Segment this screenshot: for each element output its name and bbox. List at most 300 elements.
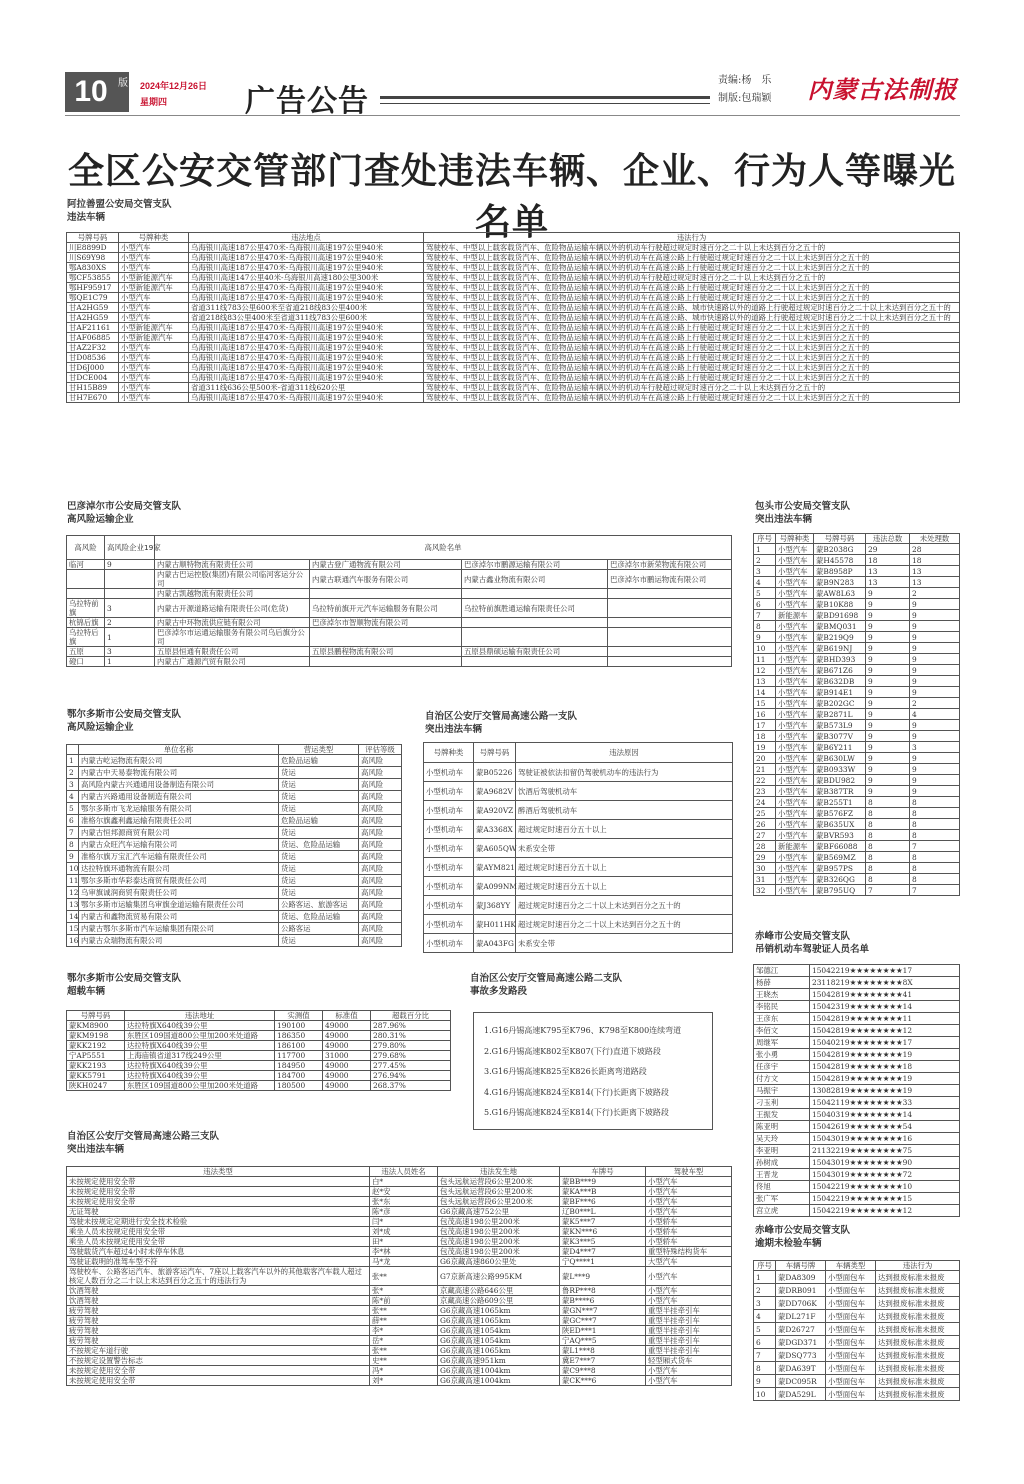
table-cell: 杭锦后旗	[67, 618, 105, 628]
table-cell: 13	[910, 566, 960, 577]
table-cell: 小型汽车	[776, 731, 814, 742]
table-row	[67, 570, 732, 589]
newspaper-logo: 内蒙古法制报	[807, 75, 958, 104]
table-cell: 甘AZ2F32	[67, 343, 119, 353]
table-cell: 驾驶校车、中型以上载客载货汽车、危险物品运输车辆以外的机动车在高速公路上行驶超过规定时速百分之二十以上未达到百分之五十的	[424, 393, 960, 403]
table-cell: 乌海银川高速187公里470米-乌海银川高速197公里940米	[189, 293, 424, 303]
list-item: 3.G16丹锡高速K825至K826长距离弯道路段	[484, 1067, 647, 1076]
table-cell	[608, 618, 732, 628]
col-header: 实测值	[275, 1011, 323, 1021]
alashan-table	[66, 232, 960, 403]
table-cell: 小型汽车	[776, 709, 814, 720]
chifeng-revoked-heading	[755, 930, 869, 956]
col-header: 高风险	[67, 536, 105, 560]
table-cell: 7	[866, 885, 910, 896]
table-cell: 10	[754, 643, 776, 654]
table-cell: 宁Q****1	[560, 1257, 646, 1267]
table-cell: 15042219★★★★★★★★17	[810, 965, 960, 977]
table-cell: 2	[67, 767, 79, 779]
table-cell: 9	[910, 632, 960, 643]
table-cell: 9	[910, 731, 960, 742]
table-cell: 29	[866, 544, 910, 555]
table-cell: 9	[866, 676, 910, 687]
table-cell: 吴天玲	[754, 1133, 810, 1145]
table-row	[67, 599, 732, 618]
table-cell	[608, 628, 732, 647]
table-cell	[608, 599, 732, 618]
table-row	[67, 1227, 732, 1237]
table-row	[67, 923, 402, 935]
table-cell: 驾驶校车、中型以上载客载货汽车、危险物品运输车辆以外的机动车在高速公路上行驶超过规定时速百分之二十以上未达到百分之五十的	[424, 283, 960, 293]
alashan-org: 阿拉善盟公安局交管支队	[67, 199, 172, 210]
table-cell: 9	[910, 643, 960, 654]
table-cell: 小型汽车	[776, 830, 814, 841]
table-cell: 小型轿车	[646, 1227, 732, 1237]
table-cell: 9	[67, 851, 79, 863]
table-cell: 内蒙古广通源汽贸有限公司	[155, 657, 310, 667]
table-cell: 9	[910, 720, 960, 731]
table-cell: 宫立虎	[754, 1205, 810, 1217]
hw1-table	[423, 742, 733, 953]
table-cell: 小型轿车	[646, 1217, 732, 1227]
table-row	[67, 1061, 451, 1071]
hw1-sub: 突出违法车辆	[425, 724, 483, 735]
table-cell: 小型新能源汽车	[119, 323, 189, 333]
table-cell: 14	[67, 911, 79, 923]
table-row	[67, 1346, 732, 1356]
table-cell: 乌海银川高速187公里470米-乌海银川高速197公里940米	[189, 253, 424, 263]
table-cell: 8	[866, 863, 910, 874]
table-row	[424, 896, 733, 915]
table-row	[754, 1362, 960, 1375]
table-cell: 5	[754, 588, 776, 599]
table-cell: 26	[754, 819, 776, 830]
table-cell: 9	[910, 764, 960, 775]
table-cell: 小型汽车	[776, 698, 814, 709]
col-header: 号牌号码	[67, 233, 119, 243]
table-row	[754, 1073, 960, 1085]
table-cell: 高风险	[359, 887, 402, 899]
table-cell: 15	[754, 698, 776, 709]
chifeng-overdue-table	[753, 1260, 960, 1401]
table-row	[67, 1336, 732, 1346]
table-row	[754, 1310, 960, 1323]
table-cell: G6京藏高速1054km	[438, 1326, 560, 1336]
hw3-org: 自治区公安厅交管局高速公路三支队	[67, 1131, 220, 1142]
table-cell: 鄂CF53855	[67, 273, 119, 283]
table-cell: 小型机动车	[424, 801, 474, 820]
table-cell: 蒙B635UX	[814, 819, 866, 830]
table-cell: 15042219★★★★★★★★10	[810, 1181, 960, 1193]
table-cell: 乌海银川高速187公里470米-乌海银川高速197公里940米	[189, 263, 424, 273]
table-cell: 8	[866, 841, 910, 852]
table-cell: 轻型厢式货车	[646, 1356, 732, 1366]
table-row	[754, 874, 960, 885]
table-cell: 甘H15B89	[67, 383, 119, 393]
table-cell: 279.80%	[371, 1041, 451, 1051]
table-cell: 小型机动车	[424, 877, 474, 896]
table-row	[754, 885, 960, 896]
table-row	[67, 628, 732, 647]
table-cell: 鲁RP***8	[560, 1286, 646, 1296]
table-cell: 8	[866, 830, 910, 841]
table-cell: 小型新能源汽车	[119, 333, 189, 343]
table-cell: 宁AP5551	[67, 1051, 125, 1061]
table-row	[67, 303, 960, 313]
table-cell: 任彦宇	[754, 1061, 810, 1073]
table-cell: 鄂HF95917	[67, 283, 119, 293]
table-cell: 陈*彦	[370, 1207, 438, 1217]
table-cell: 3	[754, 1297, 776, 1310]
table-cell: 9	[866, 654, 910, 665]
table-cell: 15043019★★★★★★★★16	[810, 1133, 960, 1145]
table-cell: 包茂高速198公里200米	[438, 1217, 560, 1227]
table-cell: 31	[754, 874, 776, 885]
table-cell: 13	[866, 577, 910, 588]
table-cell: 蒙BHD393	[814, 654, 866, 665]
table-cell: 15042219★★★★★★★★15	[810, 1193, 960, 1205]
table-cell: 9	[910, 775, 960, 786]
table-cell: 蒙B2038G	[814, 544, 866, 555]
table-row	[67, 353, 960, 363]
table-cell: 9	[866, 599, 910, 610]
table-cell: 小型汽车	[119, 343, 189, 353]
table-cell: 驾驶校车、中型以上载客载货汽车、危险物品运输车辆以外的机动车在高速公路上行驶超过规定时速百分之二十以上未达到百分之五十的	[424, 323, 960, 333]
table-cell: 佟旭	[754, 1181, 810, 1193]
table-cell: 8	[910, 863, 960, 874]
table-cell: 蒙BMQ031	[814, 621, 866, 632]
table-cell: 乌海银川高速187公里470米-乌海银川高速197公里940米	[189, 323, 424, 333]
table-cell: 张*东	[370, 1197, 438, 1207]
col-header: 违法原因	[516, 743, 733, 763]
table-cell: 8	[910, 874, 960, 885]
table-cell: 京藏高速公路646公里	[438, 1286, 560, 1296]
table-cell: 高风险内蒙古兴通通用设备制造有限公司	[79, 779, 279, 791]
table-cell: 驾驶校车、中型以上载客载货汽车、危险物品运输车辆以外的机动车在高速公路上行驶超过规定时速百分之二十以上未达到百分之五十的	[424, 373, 960, 383]
table-cell: 小型新能源汽车	[119, 283, 189, 293]
table-cell: 货运	[279, 887, 359, 899]
table-cell: 小型汽车	[776, 566, 814, 577]
table-cell: 王晋龙	[754, 1169, 810, 1181]
table-cell: 内蒙古凯越物流有限责任公司	[155, 589, 310, 599]
table-cell: 蒙KN***6	[560, 1227, 646, 1237]
table-cell: 小型汽车	[776, 555, 814, 566]
page-number: 10	[65, 72, 117, 112]
table-cell: 小型汽车	[646, 1366, 732, 1376]
col-header: 违法人员姓名	[370, 1167, 438, 1177]
table-row	[67, 887, 402, 899]
table-cell: 8	[910, 808, 960, 819]
table-cell: 内蒙古顺特物流有限责任公司	[155, 560, 310, 570]
table-cell: 49000	[323, 1081, 371, 1091]
table-cell: 蒙B576FZ	[814, 808, 866, 819]
table-cell: 驾驶校车、中型以上载客载货汽车、危险物品运输车辆以外的机动车在高速公路上行驶超过规定时速百分之二十以上未达到百分之五十的	[424, 363, 960, 373]
table-cell: 小型汽车	[776, 544, 814, 555]
col-header: 营运类型	[279, 745, 359, 755]
table-cell: 蒙KK5791	[67, 1071, 125, 1081]
table-cell: 乌海银川高速187公里470米-乌海银川高速197公里940米	[189, 363, 424, 373]
table-cell: 公路客运、旅游客运	[279, 899, 359, 911]
table-cell	[608, 647, 732, 657]
table-cell: 货运、危险品运输	[279, 839, 359, 851]
table-row	[67, 657, 732, 667]
table-cell: 高风险	[359, 923, 402, 935]
table-cell: 9	[910, 610, 960, 621]
table-row	[67, 851, 402, 863]
table-row	[754, 1388, 960, 1401]
table-cell	[462, 628, 608, 647]
hw1-heading	[425, 710, 577, 736]
table-cell: 小型汽车	[119, 303, 189, 313]
list-item: 2.G16丹锡高速K802至K807(下行)直道下坡路段	[484, 1046, 661, 1056]
table-cell: 货运	[279, 863, 359, 875]
table-cell: 9	[105, 560, 155, 570]
table-cell: 小型汽车	[776, 621, 814, 632]
table-cell: 9	[866, 610, 910, 621]
table-cell: 15042819★★★★★★★★19	[810, 1073, 960, 1085]
table-cell: 小型汽车	[646, 1207, 732, 1217]
table-cell: 13	[866, 566, 910, 577]
baotou-table	[753, 533, 960, 896]
alashan-heading	[67, 198, 172, 224]
table-row	[754, 687, 960, 698]
table-cell: 超过规定时速百分五十以上	[516, 877, 733, 896]
table-cell: 14	[754, 687, 776, 698]
table-cell: 8	[67, 839, 79, 851]
table-cell: 醉酒后驾驶机动车	[516, 801, 733, 820]
table-cell: 15042819★★★★★★★★18	[810, 1061, 960, 1073]
table-row	[754, 1121, 960, 1133]
table-row	[67, 383, 960, 393]
table-cell: 蒙B05226	[474, 763, 516, 782]
chifeng-revoked-org: 赤峰市公安局交管支队	[755, 931, 851, 942]
table-cell: 刁玉利	[754, 1097, 810, 1109]
table-header	[67, 1011, 451, 1021]
table-row	[754, 665, 960, 676]
table-row	[67, 791, 402, 803]
table-cell: 史**	[370, 1356, 438, 1366]
table-cell: 19	[754, 742, 776, 753]
table-cell: 甘DCE004	[67, 373, 119, 383]
table-cell: 22	[754, 775, 776, 786]
table-cell: 小型面包车	[826, 1271, 876, 1284]
table-cell: 蒙B2871L	[814, 709, 866, 720]
table-cell: 小型汽车	[119, 383, 189, 393]
table-cell: 8	[866, 852, 910, 863]
table-header	[754, 534, 960, 544]
table-row	[67, 1021, 451, 1031]
table-cell: 24	[754, 797, 776, 808]
table-cell: 疲劳驾驶	[67, 1316, 370, 1326]
table-cell: 蒙DGD371	[776, 1336, 826, 1349]
table-cell: 杨薛	[754, 977, 810, 989]
table-cell: 达到报废标准未报废	[876, 1349, 960, 1362]
table-row	[67, 1296, 732, 1306]
table-cell: 4	[910, 709, 960, 720]
table-cell: 高风险	[359, 803, 402, 815]
table-cell: 驾驶校车、公路客运汽车、旅游客运汽车、7座以上载客汽车以外的其他载客汽车载人超过核定人数百分之二十以上未达到百分之五十的违法行为	[67, 1267, 370, 1286]
table-row	[754, 1109, 960, 1121]
table-row	[67, 815, 402, 827]
table-row	[67, 1316, 732, 1326]
table-cell: 张**	[370, 1267, 438, 1286]
table-cell: 小型汽车	[776, 742, 814, 753]
table-cell: 甘H7E670	[67, 393, 119, 403]
col-header: 序号	[754, 534, 776, 544]
table-row	[754, 1323, 960, 1336]
table-cell: 冀E7***7	[560, 1356, 646, 1366]
col-header: 高风险企业19家	[105, 536, 155, 560]
table-cell: 小型汽车	[119, 263, 189, 273]
table-row	[67, 1356, 732, 1366]
table-cell: 达拉特旗X640线39公里	[125, 1061, 275, 1071]
table-cell: 9	[910, 753, 960, 764]
table-cell: 巴彦淖尔市鹏运物流有限公司	[608, 570, 732, 589]
table-cell: 巴彦淖尔市新荣物流有限公司	[608, 560, 732, 570]
table-cell: G7京新高速公路995KM	[438, 1267, 560, 1286]
table-cell: 岳*	[370, 1336, 438, 1346]
table-cell: 达拉特旗环通物流有限公司	[79, 863, 279, 875]
table-cell: 内蒙古鑫业物流有限公司	[462, 570, 608, 589]
table-row	[67, 1247, 732, 1257]
table-cell: G6京藏高速1004km	[438, 1376, 560, 1386]
table-row	[67, 618, 732, 628]
table-cell: 小型汽车	[776, 599, 814, 610]
table-row	[67, 1366, 732, 1376]
table-cell: 小型面包车	[826, 1375, 876, 1388]
table-cell: 小型汽车	[776, 665, 814, 676]
list-item: 5.G16丹锡高速K824至K814(下行)长距离下坡路段	[484, 1108, 669, 1117]
table-cell: 18	[866, 555, 910, 566]
table-cell: 1	[754, 1271, 776, 1284]
table-cell: 16	[67, 935, 79, 947]
table-cell: 内蒙古巴运控股(集团)有限公司临河客运分公司	[155, 570, 310, 589]
ordos-risk-heading	[67, 708, 181, 734]
table-cell: 超过规定时速百分之二十以上未达到百分之五十的	[516, 896, 733, 915]
table-cell: 李亚明	[754, 1145, 810, 1157]
table-cell: 包茂高速198公里200米	[438, 1237, 560, 1247]
col-header: 违法类型	[67, 1167, 370, 1177]
table-row	[754, 1049, 960, 1061]
table-cell: 18	[910, 555, 960, 566]
table-cell: 乌海银川高速147公里40米-乌海银川高速180公里300米	[189, 273, 424, 283]
ordos-overload-sub: 超载车辆	[67, 986, 106, 997]
table-cell: 15042819★★★★★★★★12	[810, 1025, 960, 1037]
table-row	[67, 1326, 732, 1336]
table-cell: 小型面包车	[826, 1323, 876, 1336]
table-cell	[462, 589, 608, 599]
table-cell: 驾驶校车、中型以上载客载货汽车、危险物品运输车辆以外的机动车在高速公路上行驶超过规定时速百分之二十以上未达到百分之五十的	[424, 253, 960, 263]
table-row	[754, 1349, 960, 1362]
table-cell: 疲劳驾驶	[67, 1326, 370, 1336]
table-cell: 付方文	[754, 1073, 810, 1085]
table-cell: 蒙DSQ773	[776, 1349, 826, 1362]
table-cell: 达拉特旗X640线39公里	[125, 1021, 275, 1031]
table-cell: 蒙DA8309	[776, 1271, 826, 1284]
table-row	[67, 1051, 451, 1061]
table-cell: 蒙KK2192	[67, 1041, 125, 1051]
table-cell: 内蒙古鄂尔多斯市汽车运输集团有限公司	[79, 923, 279, 935]
table-cell: 蒙KM9198	[67, 1031, 125, 1041]
table-cell: 张小勇	[754, 1049, 810, 1061]
table-cell: 未按规定使用安全带	[67, 1187, 370, 1197]
table-row	[754, 764, 960, 775]
table-row	[754, 1013, 960, 1025]
table-cell: 五原县恒通有限责任公司	[155, 647, 310, 657]
table-cell: 包头远航运营段6公里200米	[438, 1187, 560, 1197]
table-cell: 蒙BD91698	[814, 610, 866, 621]
table-cell: 赵*安	[370, 1187, 438, 1197]
table-row	[67, 253, 960, 263]
table-cell: 马*龙	[370, 1257, 438, 1267]
table-row	[754, 698, 960, 709]
table-cell: 2	[910, 698, 960, 709]
table-row	[754, 1085, 960, 1097]
col-header: 违法发生地	[438, 1167, 560, 1177]
table-row	[754, 1169, 960, 1181]
table-cell: 10	[754, 1388, 776, 1401]
table-row	[754, 819, 960, 830]
chifeng-revoked-sub: 吊销机动车驾驶证人员名单	[755, 944, 870, 955]
col-header: 违法地点	[189, 233, 424, 243]
table-row	[754, 599, 960, 610]
table-cell: 货运	[279, 767, 359, 779]
table-cell: 13	[754, 676, 776, 687]
table-cell: 乌海银川高速187公里470米-乌海银川高速197公里940米	[189, 283, 424, 293]
table-cell: 3	[105, 647, 155, 657]
table-cell: 小型机动车	[424, 934, 474, 953]
table-row	[754, 753, 960, 764]
table-cell: 蒙CK***6	[560, 1376, 646, 1386]
table-cell: 16	[754, 709, 776, 720]
table-cell: 孙树成	[754, 1157, 810, 1169]
table-cell: 宁AQ***5	[560, 1336, 646, 1346]
table-row	[67, 1267, 732, 1286]
table-row	[67, 755, 402, 767]
table-cell: 15042819★★★★★★★★11	[810, 1013, 960, 1025]
table-row	[754, 577, 960, 588]
table-cell: 49000	[323, 1041, 371, 1051]
table-cell: 蒙H45578	[814, 555, 866, 566]
table-cell: 高风险	[359, 791, 402, 803]
table-cell: 危险品运输	[279, 815, 359, 827]
table-cell: 7	[910, 841, 960, 852]
table-cell: 6	[754, 1336, 776, 1349]
table-cell: 高风险	[359, 815, 402, 827]
table-cell: 乌拉特前旗开元汽车运输服务有限公司	[310, 599, 462, 618]
ordos-overload-table	[66, 1010, 451, 1091]
table-cell: 闫*	[370, 1217, 438, 1227]
chifeng-overdue-sub: 逾期未检验车辆	[755, 1238, 822, 1249]
table-cell: 甘D08536	[67, 353, 119, 363]
table-row	[67, 243, 960, 253]
table-cell: 辽B0***L	[560, 1207, 646, 1217]
table-cell: 货运	[279, 935, 359, 947]
table-cell: 磴口	[67, 657, 105, 667]
table-cell: 15042319★★★★★★★★14	[810, 1001, 960, 1013]
table-cell: 张*	[370, 1286, 438, 1296]
table-row	[67, 589, 732, 599]
table-cell: 小型汽车	[119, 253, 189, 263]
editor: 责编:杨 乐	[718, 75, 772, 86]
table-row	[754, 841, 960, 852]
table-cell: 省道311线783公里600米至省道218线83公里400米	[189, 303, 424, 313]
hw2-list	[473, 1012, 713, 1130]
ordos-risk-org: 鄂尔多斯市公安局交管支队	[67, 709, 182, 720]
table-cell	[608, 589, 732, 599]
table-row	[754, 808, 960, 819]
table-cell: 小型汽车	[646, 1267, 732, 1286]
